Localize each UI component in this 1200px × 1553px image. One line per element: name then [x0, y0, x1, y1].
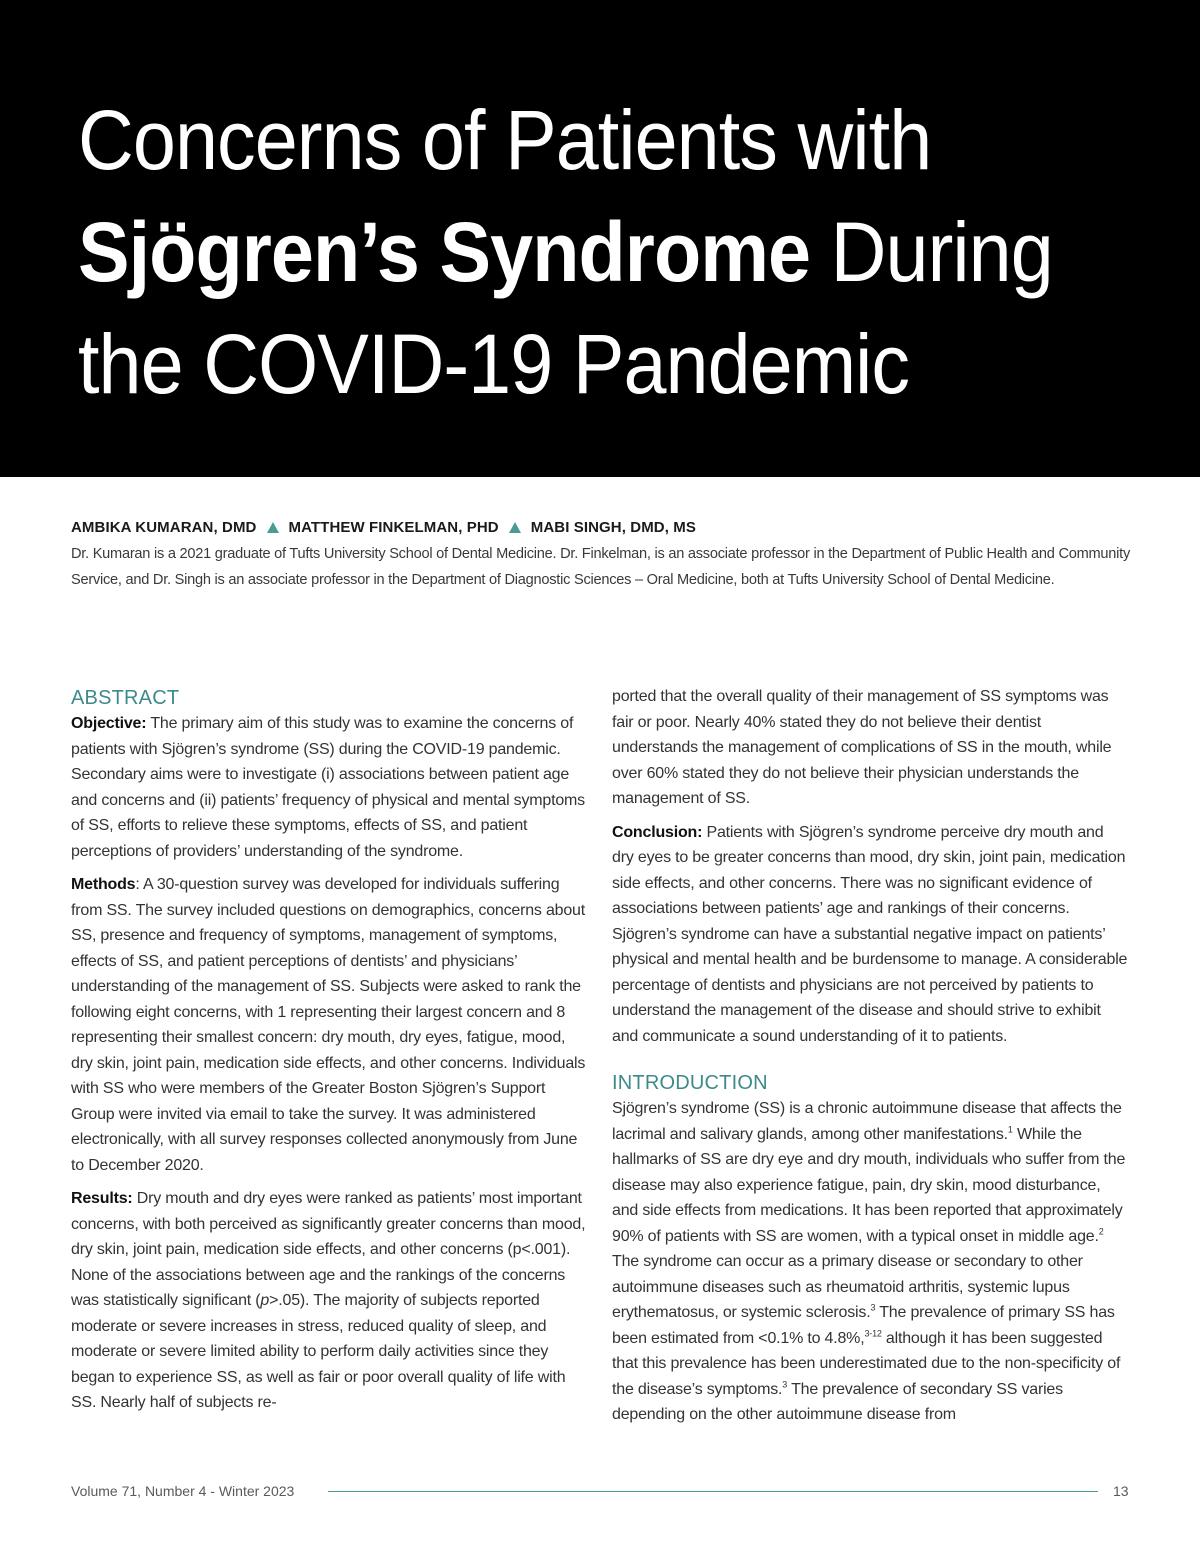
conclusion-text: Patients with Sjögren’s syndrome perceive dry mouth and dry eyes to be greater concerns than mood, dry skin, joint pain, medication side effects, and other concerns. There was no significant evidence of associations between patients’ age and rankings of their concerns. Sjögren’s syndrome can have a substantial negative impact on patients’ physical and mental health and be burdensome to manage. A considerable percentage of dentists and physicians are not perceived by patients to understand the management of the disease and should strive to exhibit and communicate a sound understanding of it to patients. — [612, 823, 1128, 1045]
author-2: MATTHEW FINKELMAN, PHD — [288, 519, 499, 536]
results-p-symbol: p — [260, 1292, 270, 1309]
citation-3: 3 — [870, 1302, 876, 1313]
methods-label: Methods — [71, 876, 136, 893]
title-line-3: the COVID-19 Pandemic — [78, 317, 910, 411]
methods-text: : A 30-question survey was developed for individuals suffering from SS. The survey included questions on demographics, concerns about SS, presence and frequency of symptoms, management of symptoms, effects of SS, and patient perceptions of dentists’ and physicians’ understanding of the management of SS. Subjects were asked to rank the following eight concerns, with 1 representing their largest concern and 8 representing their smallest concern: dry mouth, dry eyes, fatigue, mood, dry skin, joint pain, medication side effects, and other concerns. Individuals with SS who were members of the Greater Boston Sjögren’s Support Group were invited via email to take the survey. It was administered electronically, with all survey responses collected anonymously from June to December 2020. — [71, 876, 586, 1174]
article-title — [78, 84, 1090, 420]
author-affiliation: Dr. Kumaran is a 2021 graduate of Tufts University School of Dental Medicine. Dr. Finkelman, is an associate professor in the Department of Public Health and Community Service, and Dr. Singh is an associate professor in the Department of Diagnostic Sciences – Oral Medicine, both at Tufts University School of Dental Medicine. — [71, 546, 1130, 588]
citation-5: 3 — [782, 1379, 788, 1390]
objective-label: Objective: — [71, 715, 147, 732]
intro-text-5: although it has been suggested that this prevalence has been underestimated due to the non-specificity of the disease’s symptoms. — [612, 1329, 1121, 1398]
intro-text-4: The prevalence of primary SS has been estimated from <0.1% to 4.8%, — [612, 1304, 1115, 1347]
author-1: AMBIKA KUMARAN, DMD — [71, 519, 257, 536]
citation-4: 3-12 — [864, 1328, 882, 1339]
conclusion-label: Conclusion: — [612, 823, 703, 841]
triangle-separator-icon — [509, 522, 521, 533]
intro-text-3: The syndrome can occur as a primary disease or secondary to other autoimmune diseases such as rheumatoid arthritis, systemic lupus erythematosus, or systemic sclerosis. — [612, 1253, 1083, 1321]
citation-1: 1 — [1007, 1124, 1013, 1135]
author-list — [71, 519, 1131, 536]
journal-issue: Volume 71, Number 4 - Winter 2023 — [71, 1483, 295, 1499]
page-number: 13 — [1113, 1483, 1129, 1499]
title-line-1: Concerns of Patients with — [78, 93, 932, 187]
introduction-heading: INTRODUCTION — [612, 1072, 768, 1094]
results-continued: ported that the overall quality of their management of SS symptoms was fair or poor. Nearly 40% stated they do not believe their dentist understands the management of complications of SS in the mouth, while over 60% stated they do not believe their physician understands the management of SS. — [612, 688, 1112, 807]
results-text-b: >.05). The majority of subjects reported moderate or severe increases in stress, reduced quality of sleep, and moderate or severe limited ability to perform daily activities since they began to experience SS, as well as fair or poor overall quality of life with SS. Nearly half of subjects re- — [71, 1292, 566, 1411]
abstract-heading: ABSTRACT — [71, 687, 180, 709]
title-line-2 — [78, 196, 1090, 308]
methods-paragraph — [71, 872, 587, 1178]
title-banner — [0, 0, 1200, 477]
left-column — [71, 684, 587, 1424]
conclusion-paragraph — [612, 820, 1128, 1050]
objective-text: The primary aim of this study was to examine the concerns of patients with Sjögren’s syndrome (SS) during the COVID-19 pandemic. Secondary aims were to investigate (i) associations between patient age and concerns and (ii) patients’ frequency of physical and mental symptoms of SS, efforts to relieve these symptoms, effects of SS, and patient perceptions of providers’ understanding of the syndrome. — [71, 715, 585, 860]
triangle-separator-icon — [267, 522, 279, 533]
results-text-a: Dry mouth and dry eyes were ranked as patients’ most important concerns, with both perceived as significantly greater concerns than mood, dry skin, joint pain, medication side effects, and other concerns (p<.001). None of the associations between age and the rankings of the concerns was statistically significant ( — [71, 1190, 586, 1309]
intro-text-6: The prevalence of secondary SS varies depending on the other autoimmune disease from — [612, 1380, 1063, 1423]
introduction-paragraph — [612, 1096, 1128, 1428]
title-line-2-rest: During — [810, 205, 1053, 299]
citation-2: 2 — [1098, 1226, 1104, 1237]
objective-paragraph — [71, 711, 587, 864]
results-label: Results: — [71, 1190, 133, 1207]
intro-text-2: While the hallmarks of SS are dry eye and dry mouth, individuals who suffer from the disease may also experience fatigue, pain, dry skin, mood disturbance, and side effects from medications. It has been reported that approximately 90% of patients with SS are women, with a typical onset in middle age. — [612, 1125, 1126, 1245]
author-3: MABI SINGH, DMD, MS — [530, 519, 696, 536]
footer-divider — [328, 1491, 1098, 1492]
results-paragraph — [71, 1186, 587, 1416]
title-bold-term: Sjögren’s Syndrome — [78, 205, 811, 299]
intro-text-1: Sjögren’s syndrome (SS) is a chronic autoimmune disease that affects the lacrimal and salivary glands, among other manifestations. — [612, 1100, 1122, 1143]
right-column — [612, 684, 1128, 1436]
